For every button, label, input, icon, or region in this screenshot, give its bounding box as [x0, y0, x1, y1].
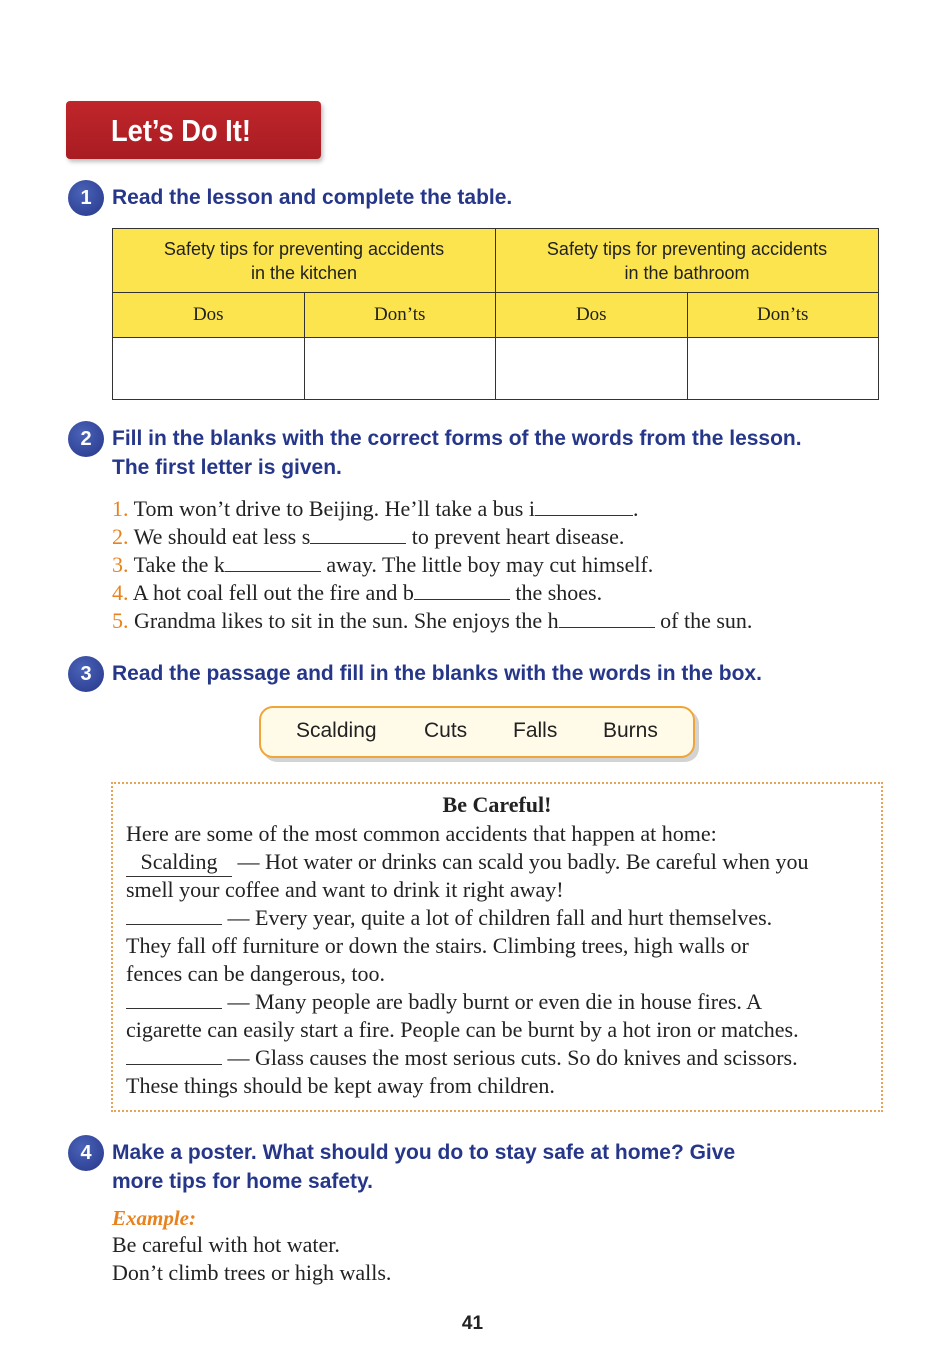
answer-cell[interactable] [113, 338, 305, 400]
item-text: A hot coal fell out the fire and b [132, 580, 414, 605]
item-text: to prevent heart disease. [406, 524, 625, 549]
exercise-item-5 [112, 607, 752, 635]
passage-text: — Hot water or drinks can scald you badly. Be careful when you [232, 849, 809, 874]
item-number: 4. [112, 580, 129, 605]
passage-line: Here are some of the most common accidents that happen at home: [126, 821, 717, 846]
kitchen-header [113, 229, 496, 293]
kitchen-header-line1: Safety tips for preventing accidents [163, 238, 445, 259]
col-bathroom-donts: Don’ts [687, 293, 879, 338]
passage-line: They fall off furniture or down the stairs. Climbing trees, high walls or [126, 933, 749, 958]
example-label: Example: [112, 1206, 196, 1230]
word-option: Burns [603, 719, 658, 742]
word-option: Falls [513, 719, 558, 742]
answer-blank[interactable] [535, 496, 633, 516]
answer-cell[interactable] [687, 338, 879, 400]
col-bathroom-dos: Dos [496, 293, 688, 338]
answer-blank[interactable] [310, 524, 406, 544]
item-number: 2. [112, 524, 129, 549]
item-text: . [632, 496, 639, 521]
passage-line: fences can be dangerous, too. [126, 961, 386, 986]
passage-line: smell your coffee and want to drink it right away! [126, 877, 564, 902]
passage-line: cigarette can easily start a fire. People can be burnt by a hot iron or matches. [126, 1017, 799, 1042]
page-number: 41 [461, 1313, 484, 1334]
section-4-heading-line2: more tips for home safety. [112, 1170, 374, 1193]
answer-blank[interactable] [225, 552, 321, 572]
answer-blank[interactable] [559, 608, 655, 628]
passage-line [126, 848, 809, 877]
item-number: 3. [112, 552, 129, 577]
banner-title: Let’s Do It! [111, 113, 251, 148]
section-banner [66, 101, 321, 159]
answer-cell[interactable] [496, 338, 688, 400]
word-option: Scalding [296, 719, 377, 742]
passage-line [126, 904, 772, 932]
item-text: Take the k [133, 552, 225, 577]
reading-passage [111, 782, 883, 1112]
passage-answer-filled: Scalding [126, 848, 232, 877]
passage-line [126, 1044, 798, 1072]
answer-blank[interactable] [414, 580, 510, 600]
section-2-heading-line1: Fill in the blanks with the correct forms of the words from the lesson. [112, 427, 802, 450]
kitchen-header-line2: in the kitchen [250, 262, 358, 283]
passage-title: Be Careful! [442, 792, 552, 817]
section-3-heading: Read the passage and fill in the blanks with the words in the box. [112, 662, 762, 685]
item-text: away. The little boy may cut himself. [320, 552, 654, 577]
example-line-1: Be careful with hot water. [112, 1232, 340, 1257]
section-4-heading-line1: Make a poster. What should you do to stay safe at home? Give [112, 1141, 736, 1164]
item-number: 5. [112, 608, 129, 633]
passage-text: — Glass causes the most serious cuts. So do knives and scissors. [222, 1045, 798, 1070]
passage-text: — Many people are badly burnt or even die in house fires. A [222, 989, 763, 1014]
col-kitchen-donts: Don’ts [304, 293, 496, 338]
passage-text: — Every year, quite a lot of children fall and hurt themselves. [222, 905, 773, 930]
item-text: We should eat less s [133, 524, 311, 549]
item-text: Grandma likes to sit in the sun. She enjoys the h [134, 608, 559, 633]
word-option: Cuts [424, 719, 468, 742]
passage-line [126, 988, 762, 1016]
section-2-number: 2 [68, 421, 104, 457]
item-text: the shoes. [509, 580, 603, 605]
exercise-item-3 [112, 551, 653, 579]
exercise-item-2 [112, 523, 624, 551]
bathroom-header [496, 229, 879, 293]
item-number: 1. [112, 496, 129, 521]
safety-tips-table [112, 228, 879, 400]
passage-blank[interactable] [126, 1045, 222, 1065]
bathroom-header-line1: Safety tips for preventing accidents [546, 238, 828, 259]
passage-line: These things should be kept away from children. [126, 1073, 555, 1098]
item-text: of the sun. [654, 608, 753, 633]
word-box [259, 706, 695, 758]
col-kitchen-dos: Dos [113, 293, 305, 338]
section-4-number: 4 [68, 1135, 104, 1171]
answer-cell[interactable] [304, 338, 496, 400]
exercise-item-1 [112, 495, 638, 523]
passage-blank[interactable] [126, 905, 222, 925]
section-2-heading-line2: The first letter is given. [112, 456, 342, 479]
passage-blank[interactable] [126, 989, 222, 1009]
section-1-number: 1 [68, 180, 104, 216]
bathroom-header-line2: in the bathroom [624, 262, 750, 283]
exercise-item-4 [112, 579, 602, 607]
section-1-heading: Read the lesson and complete the table. [112, 186, 513, 209]
section-3-number: 3 [68, 656, 104, 692]
item-text: Tom won’t drive to Beijing. He’ll take a bus i [133, 496, 535, 521]
example-line-2: Don’t climb trees or high walls. [112, 1260, 392, 1285]
